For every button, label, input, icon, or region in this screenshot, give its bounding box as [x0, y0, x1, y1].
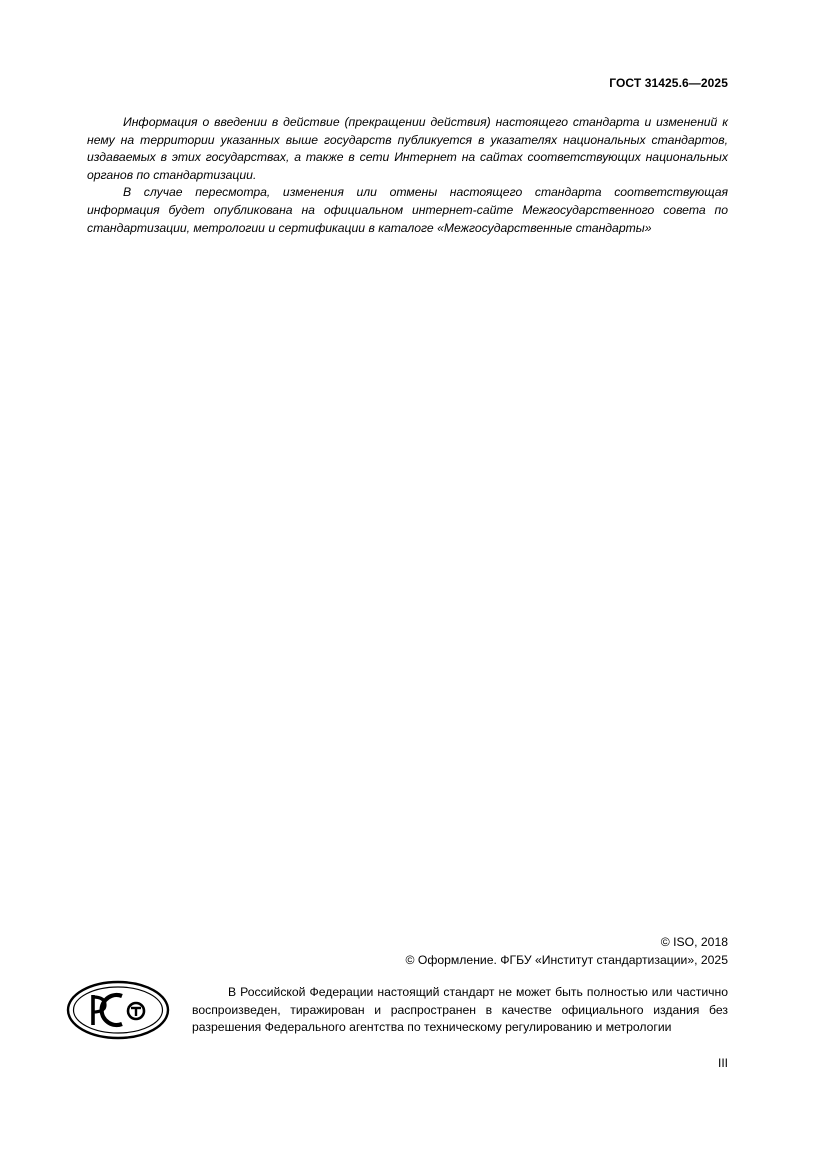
- page-number: III: [717, 1056, 728, 1070]
- info-block: [87, 114, 728, 237]
- copyright-block: [406, 934, 729, 969]
- copyright-design: © Оформление. ФГБУ «Институт стандартизации», 2025: [405, 952, 728, 967]
- standard-code: ГОСТ 31425.6—2025: [609, 76, 728, 90]
- info-paragraph-introduction: Информация о введении в действие (прекращении действия) настоящего стандарта и изменений к нему на территории указанных выше государств публикуется в указателях национальных стандартов, издаваемых в этих государствах, а также в сети Интернет на сайтах соответствующих национальных органов по стандартизации.: [87, 115, 728, 182]
- info-paragraph-revision: В случае пересмотра, изменения или отмены настоящего стандарта соответствующая информация будет опубликована на официальном интернет-сайте Межгосударственного совета по стандартизации, метрологии и сертификации в каталоге «Межгосударственные стандарты»: [87, 185, 728, 235]
- rst-logo-icon: [66, 980, 170, 1040]
- reproduction-notice: В Российской Федерации настоящий стандарт не может быть полностью или частично воспроизведен, тиражирован и распространен в качестве официального издания без разрешения Федерального агентства по техническому регулированию и метрологии: [192, 985, 728, 1034]
- copyright-iso: © ISO, 2018: [660, 935, 728, 949]
